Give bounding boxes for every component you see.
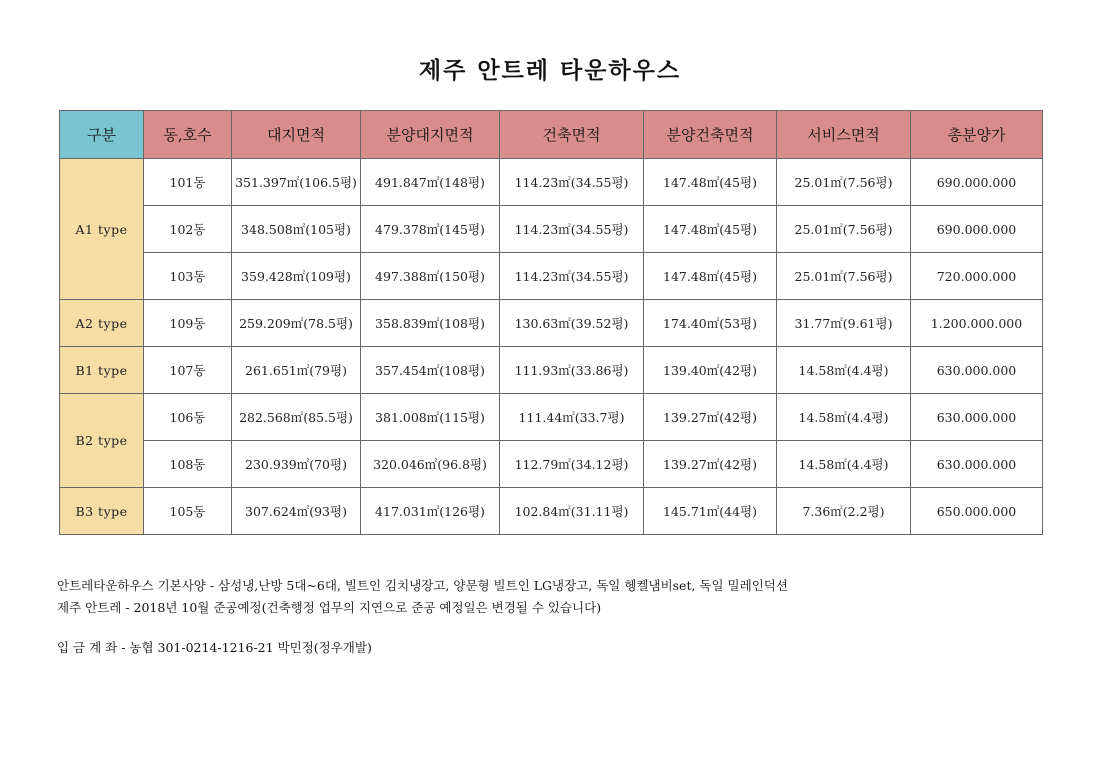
building-area-cell: 130.63㎡(39.52평) [500,300,644,347]
sale-land-area-cell: 491.847㎡(148평) [361,159,500,206]
building-area-cell: 114.23㎡(34.55평) [500,159,644,206]
sale-building-area-cell: 139.27㎡(42평) [644,394,777,441]
sale-building-area-cell: 147.48㎡(45평) [644,159,777,206]
service-area-cell: 14.58㎡(4.4평) [777,394,911,441]
service-area-cell: 25.01㎡(7.56평) [777,159,911,206]
land-area-cell: 230.939㎡(70평) [232,441,361,488]
building-area-cell: 114.23㎡(34.55평) [500,206,644,253]
land-area-cell: 259.209㎡(78.5평) [232,300,361,347]
sale-building-area-cell: 147.48㎡(45평) [644,253,777,300]
table-header-row [60,111,1043,159]
service-area-cell: 31.77㎡(9.61평) [777,300,911,347]
bank-account-note: 입 금 계 좌 - 농협 301-0214-1216-21 박민정(정우개발) [57,640,372,655]
service-area-cell: 7.36㎡(2.2평) [777,488,911,535]
header-land-area: 대지면적 [232,111,361,159]
land-area-cell: 261.651㎡(79평) [232,347,361,394]
land-area-cell: 307.624㎡(93평) [232,488,361,535]
table-row [60,441,1043,488]
sale-land-area-cell: 358.839㎡(108평) [361,300,500,347]
page-title: 제주 안트레 타운하우스 [418,58,682,84]
header-category: 구분 [60,111,144,159]
sale-building-area-cell: 145.71㎡(44평) [644,488,777,535]
completion-note: 제주 안트레 - 2018년 10월 준공예정(건축행정 업무의 지연으로 준공 예정일은 변경될 수 있습니다) [57,600,602,615]
header-unit: 동,호수 [144,111,232,159]
unit-cell: 108동 [144,441,232,488]
unit-cell: 109동 [144,300,232,347]
notes-block [57,575,788,659]
sale-building-area-cell: 147.48㎡(45평) [644,206,777,253]
building-area-cell: 111.93㎡(33.86평) [500,347,644,394]
type-label: B2 type [60,394,144,488]
price-cell: 1.200.000.000 [911,300,1043,347]
building-area-cell: 111.44㎡(33.7평) [500,394,644,441]
unit-cell: 103동 [144,253,232,300]
price-cell: 630.000.000 [911,441,1043,488]
building-area-cell: 112.79㎡(34.12평) [500,441,644,488]
type-label: B1 type [60,347,144,394]
land-area-cell: 351.397㎡(106.5평) [232,159,361,206]
price-cell: 630.000.000 [911,394,1043,441]
type-label: A2 type [60,300,144,347]
service-area-cell: 25.01㎡(7.56평) [777,206,911,253]
sale-land-area-cell: 381.008㎡(115평) [361,394,500,441]
table-row [60,206,1043,253]
price-cell: 720.000.000 [911,253,1043,300]
table-row [60,488,1043,535]
service-area-cell: 14.58㎡(4.4평) [777,347,911,394]
header-building-area: 건축면적 [500,111,644,159]
unit-cell: 102동 [144,206,232,253]
header-service-area: 서비스면적 [777,111,911,159]
sale-land-area-cell: 357.454㎡(108평) [361,347,500,394]
table-row [60,394,1043,441]
building-area-cell: 114.23㎡(34.55평) [500,253,644,300]
sale-land-area-cell: 497.388㎡(150평) [361,253,500,300]
table-row [60,253,1043,300]
sale-land-area-cell: 479.378㎡(145평) [361,206,500,253]
service-area-cell: 25.01㎡(7.56평) [777,253,911,300]
table-row [60,300,1043,347]
header-sale-land-area: 분양대지면적 [361,111,500,159]
price-cell: 690.000.000 [911,206,1043,253]
land-area-cell: 282.568㎡(85.5평) [232,394,361,441]
price-cell: 690.000.000 [911,159,1043,206]
service-area-cell: 14.58㎡(4.4평) [777,441,911,488]
building-area-cell: 102.84㎡(31.11평) [500,488,644,535]
unit-cell: 105동 [144,488,232,535]
type-label: A1 type [60,159,144,300]
unit-cell: 101동 [144,159,232,206]
unit-cell: 107동 [144,347,232,394]
sale-land-area-cell: 417.031㎡(126평) [361,488,500,535]
land-area-cell: 359.428㎡(109평) [232,253,361,300]
land-area-cell: 348.508㎡(105평) [232,206,361,253]
price-table [59,110,1043,535]
price-cell: 650.000.000 [911,488,1043,535]
header-total-price: 총분양가 [911,111,1043,159]
unit-cell: 106동 [144,394,232,441]
basic-spec-note: 안트레타운하우스 기본사양 - 삼성냉,난방 5대~6대, 빌트인 김치냉장고, 양문형 빌트인 LG냉장고, 독일 헹켈냄비set, 독일 밀레인덕션 [57,578,788,593]
sale-land-area-cell: 320.046㎡(96.8평) [361,441,500,488]
table-row [60,347,1043,394]
table-row [60,159,1043,206]
type-label: B3 type [60,488,144,535]
sale-building-area-cell: 139.27㎡(42평) [644,441,777,488]
price-cell: 630.000.000 [911,347,1043,394]
sale-building-area-cell: 139.40㎡(42평) [644,347,777,394]
sale-building-area-cell: 174.40㎡(53평) [644,300,777,347]
header-sale-building-area: 분양건축면적 [644,111,777,159]
